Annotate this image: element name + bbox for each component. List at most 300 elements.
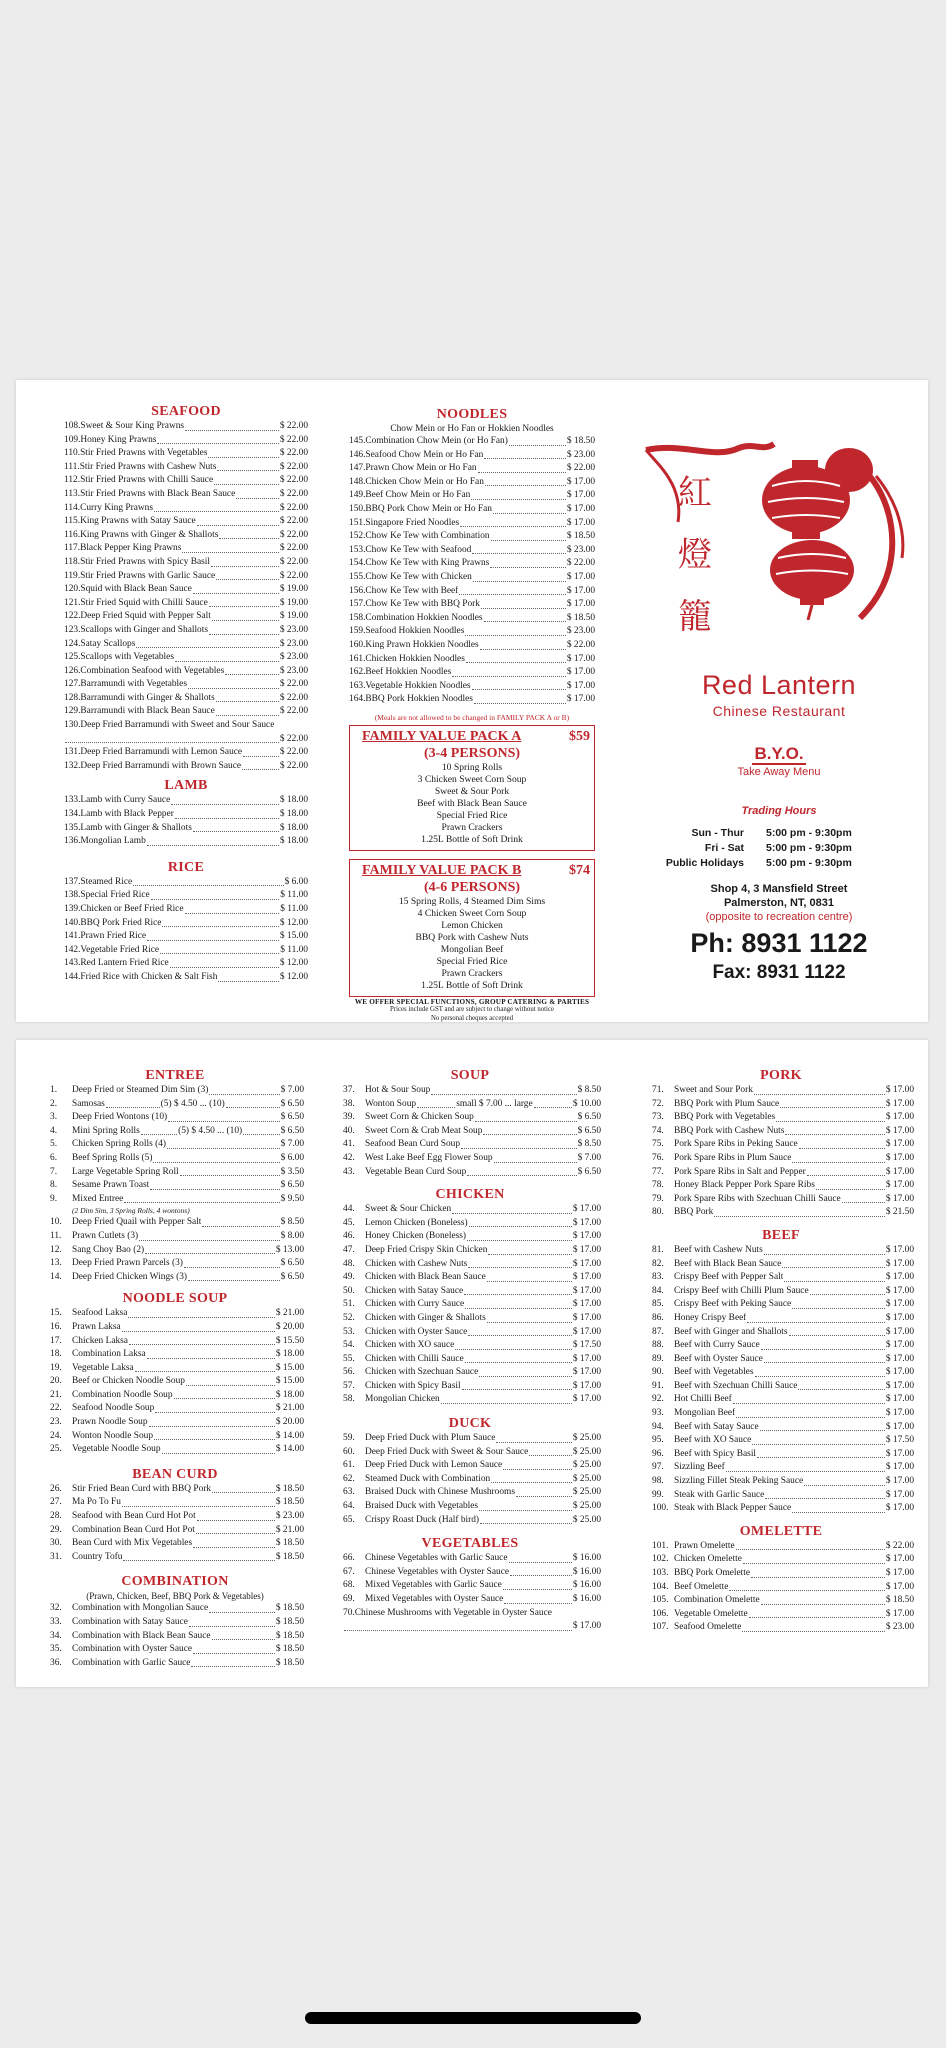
section-title-soup: SOUP (450, 1068, 490, 1083)
menu-item (339, 1353, 601, 1367)
leader-dots (208, 457, 278, 458)
item-number: 121. (64, 597, 81, 608)
item-number: 117. (64, 543, 81, 554)
hours-row: Public Holidays 5:00 pm - 9:30pm (665, 857, 852, 869)
fax-number: Fax: 8931 1122 (712, 962, 846, 983)
leader-dots (170, 967, 279, 968)
item-name: Scallops with Ginger and Shallots (80, 624, 208, 635)
item-name: Beef with Ginger and Shallots (674, 1326, 788, 1337)
item-name: Barramundi with Ginger & Shallots (80, 692, 215, 703)
item-name: Chow Ke Tew with BBQ Pork (365, 599, 480, 610)
item-price: $ 17.00 (566, 599, 595, 610)
item-name: Deep Fried or Steamed Dim Sim (3) (72, 1085, 209, 1095)
item-name: BBQ Pork with Cashew Nuts (674, 1125, 785, 1136)
menu-item (349, 585, 595, 599)
cheques-note: No personal cheques accepted (430, 1014, 514, 1022)
leader-dots (242, 769, 279, 770)
leader-dots (491, 540, 566, 541)
family-pack-a-items (354, 762, 590, 846)
menu-item (349, 598, 595, 612)
item-name: Lemon Chicken (Boneless) (365, 1217, 468, 1228)
item-number: 135. (64, 822, 81, 833)
item-name: Combination with Mongolian Sauce (72, 1603, 209, 1614)
item-name: Curry King Prawns (80, 502, 153, 513)
item-price: $ 17.00 (572, 1326, 601, 1337)
leader-dots (151, 899, 280, 900)
gst-note: Prices include GST and are subject to change without notice (390, 1006, 554, 1014)
leader-dots (483, 1134, 576, 1135)
item-price: $ 6.50 (280, 1112, 304, 1123)
item-number: 10. (50, 1217, 62, 1228)
seafood-list (64, 420, 308, 773)
menu-item (339, 1098, 601, 1112)
menu-item (339, 1084, 601, 1098)
item-number: 156. (349, 585, 366, 596)
item-name: Deep Fried Duck with Plum Sauce (365, 1433, 496, 1444)
item-price: $ 22.00 (279, 461, 308, 472)
item-name: Vegetable Fried Rice (80, 944, 160, 955)
item-name: Deep Fried Barramundi with Brown Sauce (80, 760, 242, 771)
menu-item (349, 449, 595, 463)
leader-dots (792, 1162, 884, 1163)
item-price: $ 17.00 (885, 1098, 914, 1109)
leader-dots (202, 1226, 279, 1227)
item-number: 85. (652, 1299, 664, 1310)
restaurant-tagline: Chinese Restaurant (712, 703, 846, 719)
take-away-label: Take Away Menu (737, 766, 821, 778)
item-number: 147. (349, 463, 366, 474)
menu-item (64, 705, 308, 719)
item-number: 116. (64, 529, 81, 540)
item-number: 140. (64, 917, 81, 928)
item-name: Deep Fried Chicken Wings (3) (72, 1271, 188, 1282)
menu-item (46, 1166, 304, 1180)
leader-dots (188, 688, 279, 689)
item-name: Combination Laksa (72, 1349, 146, 1360)
item-price: $ 22.00 (566, 463, 595, 474)
menu-item (339, 1152, 601, 1166)
item-name: Seafood Omelette (674, 1622, 742, 1633)
leader-dots (747, 1322, 884, 1323)
pack-item: 1.25L Bottle of Soft Drink (421, 833, 523, 845)
item-price: $ 6.50 (577, 1166, 601, 1177)
item-price: $ 23.00 (885, 1622, 914, 1633)
item-number: 53. (343, 1326, 355, 1337)
item-price: $ 25.00 (572, 1460, 601, 1471)
item-name: Ma Po To Fu (72, 1497, 121, 1508)
pack-item: Special Fried Rice (436, 809, 508, 821)
item-number: 69. (343, 1594, 355, 1604)
item-price: $ 23.00 (279, 624, 308, 635)
item-name: Bean Curd with Mix Vegetables (72, 1538, 193, 1549)
item-price: $ 17.00 (566, 667, 595, 678)
item-name: Special Fried Rice (80, 890, 150, 901)
item-name: Crispy Beef with Chilli Plum Sauce (674, 1285, 809, 1296)
item-price: $ 22.00 (279, 747, 308, 758)
menu-item (64, 930, 308, 944)
menu-item (64, 794, 308, 808)
item-number: 68. (343, 1580, 355, 1591)
leader-dots (726, 1471, 885, 1472)
item-price: $ 25.00 (572, 1433, 601, 1444)
item-number: 22. (50, 1403, 62, 1414)
item-option: (5) $ 4.50 ... (10) (160, 1098, 225, 1109)
noodles-subtitle: Chow Mein or Ho Fan or Hokkien Noodles (390, 424, 554, 434)
leader-dots (129, 1344, 275, 1345)
item-number: 118. (64, 556, 81, 567)
leader-dots (485, 485, 566, 486)
item-price: $ 15.00 (279, 931, 308, 942)
item-name: Beef with XO Sauce (674, 1435, 752, 1446)
leader-dots (509, 445, 566, 446)
item-name: Lamb with Black Pepper (80, 809, 174, 820)
item-name: Lamb with Ginger & Shallots (80, 822, 192, 833)
leader-dots (810, 1294, 885, 1295)
item-price: $ 7.00 (280, 1139, 304, 1150)
item-price: $ 17.00 (885, 1554, 914, 1565)
item-number: 18. (50, 1349, 62, 1360)
item-price: $ 11.00 (280, 904, 308, 914)
leader-dots (214, 484, 279, 485)
menu-item (64, 420, 308, 434)
item-name: Vegetable Noodle Soup (72, 1444, 161, 1455)
menu-item (648, 1553, 914, 1567)
item-number: 127. (64, 679, 81, 690)
leader-dots (157, 443, 278, 444)
menu-item (648, 1581, 914, 1595)
menu-item (648, 1206, 914, 1220)
leader-dots (785, 1134, 884, 1135)
menu-item (648, 1179, 914, 1193)
item-number: 59. (343, 1433, 355, 1444)
item-number: 8. (50, 1180, 58, 1191)
leader-dots (344, 1630, 572, 1631)
leader-dots (149, 1426, 275, 1427)
menu-item (64, 515, 308, 529)
menu-item (349, 476, 595, 490)
menu-item (648, 1407, 914, 1421)
item-name: Deep Fried Crispy Skin Chicken (365, 1244, 488, 1255)
pack-item: 3 Chicken Sweet Corn Soup (417, 773, 527, 785)
item-number: 158. (349, 612, 366, 623)
item-price: $ 17.00 (572, 1217, 601, 1228)
pack-item: 10 Spring Rolls (441, 761, 503, 773)
item-price: $ 18.50 (275, 1644, 304, 1655)
item-price: $ 23.00 (279, 665, 308, 676)
bean-curd-list (46, 1483, 304, 1565)
menu-item (64, 583, 308, 597)
item-number: 105. (652, 1595, 669, 1606)
leader-dots (504, 1603, 572, 1604)
menu-item (64, 678, 308, 692)
menu-item (46, 1111, 304, 1125)
item-number: 133. (64, 795, 81, 806)
leader-dots (534, 1107, 572, 1108)
item-number: 99. (652, 1489, 664, 1500)
leader-dots (459, 594, 566, 595)
menu-item (46, 1216, 304, 1230)
menu-item (339, 1271, 601, 1285)
item-number: 148. (349, 476, 366, 487)
leader-dots (816, 1189, 885, 1190)
menu-item (349, 544, 595, 558)
combination-list (46, 1602, 304, 1670)
menu-item (349, 693, 595, 707)
item-name: Combination with Satay Sauce (72, 1617, 188, 1627)
leader-dots (167, 1148, 280, 1149)
menu-item (349, 517, 595, 531)
leader-dots (417, 1107, 455, 1108)
item-name: Vegetable Omelette (674, 1608, 748, 1619)
item-price: $ 17.00 (885, 1085, 914, 1095)
item-price: $ 15.00 (275, 1376, 304, 1387)
item-name: Vegetable Bean Curd Soup (365, 1166, 467, 1177)
item-price: $ 18.50 (275, 1551, 304, 1562)
menu-item (64, 447, 308, 461)
item-name: Seafood Bean Curd Soup (365, 1139, 461, 1150)
menu-item (339, 1432, 601, 1446)
pack-item: Mongolian Beef (440, 943, 504, 955)
item-price: $ 23.00 (566, 449, 595, 460)
menu-item (64, 570, 308, 584)
item-price: $ 6.00 (284, 876, 308, 887)
item-price: $ 23.00 (566, 626, 595, 637)
item-number: 106. (652, 1608, 669, 1619)
leader-dots (487, 1322, 572, 1323)
item-number: 48. (343, 1258, 355, 1269)
item-number: 123. (64, 624, 81, 635)
item-name: Mixed Vegetables with Oyster Sauce (365, 1594, 504, 1604)
menu-item (648, 1353, 914, 1367)
item-price: $ 23.00 (566, 544, 595, 555)
menu-item (64, 461, 308, 475)
item-price: $ 17.00 (885, 1285, 914, 1296)
item-number: 134. (64, 809, 81, 820)
item-price: $ 22.00 (279, 516, 308, 527)
item-name: Barramundi with Vegetables (80, 679, 187, 690)
item-price: $ 22.00 (279, 434, 308, 445)
item-name: Braised Duck with Vegetables (365, 1501, 479, 1512)
menu-item (46, 1362, 304, 1376)
menu-item (648, 1448, 914, 1462)
item-number: 162. (349, 667, 366, 678)
column-entree-soup-combination (46, 1068, 304, 1670)
item-price: $ 17.00 (885, 1180, 914, 1191)
item-name: Prawn Chow Mein or Ho Fan (365, 463, 477, 474)
item-price: $ 9.50 (280, 1193, 304, 1204)
item-name: BBQ Pork with Plum Sauce (674, 1098, 780, 1109)
leader-dots (212, 1492, 275, 1493)
item-price: $ 16.00 (572, 1594, 601, 1604)
item-number: 30. (50, 1538, 62, 1549)
menu-item (46, 1483, 304, 1497)
menu-item (339, 1258, 601, 1272)
section-title-chicken: CHICKEN (435, 1187, 505, 1203)
item-price: $ 17.50 (572, 1340, 601, 1351)
item-number: 47. (343, 1244, 355, 1255)
item-number: 115. (64, 516, 81, 527)
leader-dots (487, 1281, 572, 1282)
leader-dots (468, 1267, 572, 1268)
leader-dots (171, 804, 279, 805)
leader-dots (455, 1349, 572, 1350)
item-number: 160. (349, 639, 366, 650)
pack-item: 4 Chicken Sweet Corn Soup (417, 907, 527, 919)
family-pack-b-persons: (4-6 PERSONS) (423, 879, 521, 895)
item-price: $ 23.00 (275, 1511, 304, 1522)
item-name: BBQ Pork with Vegetables (674, 1112, 776, 1123)
item-price: $ 22.00 (279, 488, 308, 499)
item-name: Chicken with Oyster Sauce (365, 1326, 468, 1337)
item-number: 154. (349, 558, 366, 569)
item-price: $ 21.00 (275, 1524, 304, 1535)
item-name: Seafood Laksa (72, 1308, 128, 1319)
pack-item: Sweet & Sour Pork (434, 785, 510, 797)
menu-item (648, 1138, 914, 1152)
item-number: 122. (64, 611, 81, 622)
chinese-char-3: 籠 (678, 597, 712, 637)
item-price: $ 15.00 (275, 1362, 304, 1373)
item-name: Sang Choy Bao (2) (72, 1244, 145, 1255)
leader-dots (484, 458, 566, 459)
item-price: $ 22.00 (279, 733, 308, 744)
section-title-rice: RICE (167, 859, 205, 875)
leader-dots (175, 661, 279, 662)
menu-item (46, 1179, 304, 1193)
home-indicator[interactable] (305, 2012, 641, 2024)
item-number: 139. (64, 904, 81, 914)
item-name: Chinese Vegetables with Garlic Sauce (365, 1553, 508, 1564)
item-name: Seafood Chow Mein or Ho Fan (365, 449, 484, 460)
item-name: Squid with Black Bean Sauce (80, 584, 192, 595)
item-name: Hot & Sour Soup (365, 1085, 431, 1095)
item-name: Pork Spare Ribs with Szechuan Chilli Sauce (674, 1193, 841, 1204)
column-seafood-lamb-rice (64, 404, 308, 985)
menu-item (349, 639, 595, 653)
menu-item (349, 653, 595, 667)
item-name: Stir Fried Prawns with Chilli Sauce (80, 475, 214, 486)
item-number: 1. (50, 1085, 58, 1095)
leader-dots (141, 1134, 177, 1135)
item-number: 151. (349, 517, 366, 528)
item-number: 90. (652, 1367, 664, 1378)
item-price: $ 11.00 (280, 944, 308, 955)
menu-item (339, 1366, 601, 1380)
leader-dots (133, 885, 283, 886)
item-number: 43. (343, 1166, 355, 1177)
leader-dots (516, 1496, 572, 1497)
item-price: $ 17.00 (885, 1340, 914, 1351)
item-name: Combination Omelette (674, 1595, 760, 1606)
item-price: $ 17.00 (885, 1462, 914, 1473)
item-price: $ 22.00 (566, 558, 595, 569)
item-number: 40. (343, 1125, 355, 1136)
item-name: Combination with Oyster Sauce (72, 1644, 193, 1655)
item-number: 67. (343, 1566, 355, 1577)
menu-item (648, 1421, 914, 1435)
item-name: Chicken with Chilli Sauce (365, 1353, 464, 1364)
item-number: 100. (652, 1503, 669, 1514)
item-name: Honey Chicken (Boneless) (365, 1231, 467, 1242)
menu-item (46, 1335, 304, 1349)
item-name: Beef with Oyster Sauce (674, 1353, 763, 1364)
item-name: Combination Hokkien Noodles (365, 612, 483, 623)
item-number: 66. (343, 1553, 355, 1564)
menu-item (648, 1193, 914, 1207)
item-name: Stir Fried Prawns with Garlic Sauce (80, 570, 216, 581)
item-number: 7. (50, 1166, 58, 1177)
menu-item (648, 1312, 914, 1326)
item-name: Beef with Curry Sauce (674, 1340, 760, 1351)
item-name: Mongolian Chicken (365, 1394, 440, 1405)
leader-dots (465, 1308, 572, 1309)
leader-dots (761, 1349, 885, 1350)
item-price: $ 6.50 (280, 1271, 304, 1282)
item-number: 34. (50, 1630, 62, 1641)
item-name: King Prawn Hokkien Noodles (365, 639, 479, 650)
item-number: 159. (349, 626, 366, 637)
item-number: 104. (652, 1581, 669, 1592)
item-price: $ 17.00 (566, 571, 595, 582)
item-number: 51. (343, 1299, 355, 1310)
item-price: $ 17.00 (885, 1193, 914, 1204)
menu-item (64, 719, 308, 746)
item-number: 42. (343, 1152, 355, 1163)
menu-item (339, 1500, 601, 1514)
menu-item (46, 1416, 304, 1430)
item-price: $ 17.00 (572, 1258, 601, 1269)
leader-dots (124, 1202, 279, 1203)
item-number: 11. (50, 1230, 62, 1241)
leader-dots (754, 1094, 885, 1095)
item-price: $ 19.00 (279, 584, 308, 595)
item-name: Deep Fried Quail with Pepper Salt (72, 1217, 202, 1228)
leader-dots (480, 649, 566, 650)
leader-dots (209, 606, 279, 607)
item-number: 58. (343, 1394, 355, 1405)
leader-dots (481, 608, 566, 609)
item-name: Pork Spare Ribs in Plum Sauce (674, 1152, 792, 1163)
item-option: small $ 7.00 ... large (456, 1098, 533, 1109)
item-number: 50. (343, 1285, 355, 1296)
leader-dots (473, 581, 566, 582)
menu-item (46, 1496, 304, 1510)
leader-dots (729, 1590, 884, 1591)
menu-item (339, 1138, 601, 1152)
item-price: $ 25.00 (572, 1487, 601, 1498)
leader-dots (490, 567, 566, 568)
menu-item (46, 1348, 304, 1362)
item-name: Deep Fried Wontons (10) (72, 1112, 168, 1123)
menu-item (64, 903, 308, 917)
leader-dots (128, 1317, 274, 1318)
item-number: 138. (64, 890, 81, 901)
item-number: 125. (64, 652, 81, 663)
menu-item (339, 1514, 601, 1528)
item-name: Honey King Prawns (80, 434, 157, 445)
menu-item (46, 1125, 304, 1139)
leader-dots (471, 499, 566, 500)
leader-dots (160, 953, 279, 954)
menu-item (339, 1380, 601, 1394)
menu-item (46, 1402, 304, 1416)
combination-subtitle: (Prawn, Chicken, Beef, BBQ Pork & Vegetables) (86, 1591, 264, 1602)
leader-dots (799, 1148, 885, 1149)
item-name: Beef Hokkien Noodles (365, 667, 452, 678)
item-number: 35. (50, 1644, 62, 1655)
item-number: 91. (652, 1380, 664, 1391)
leader-dots (216, 715, 279, 716)
